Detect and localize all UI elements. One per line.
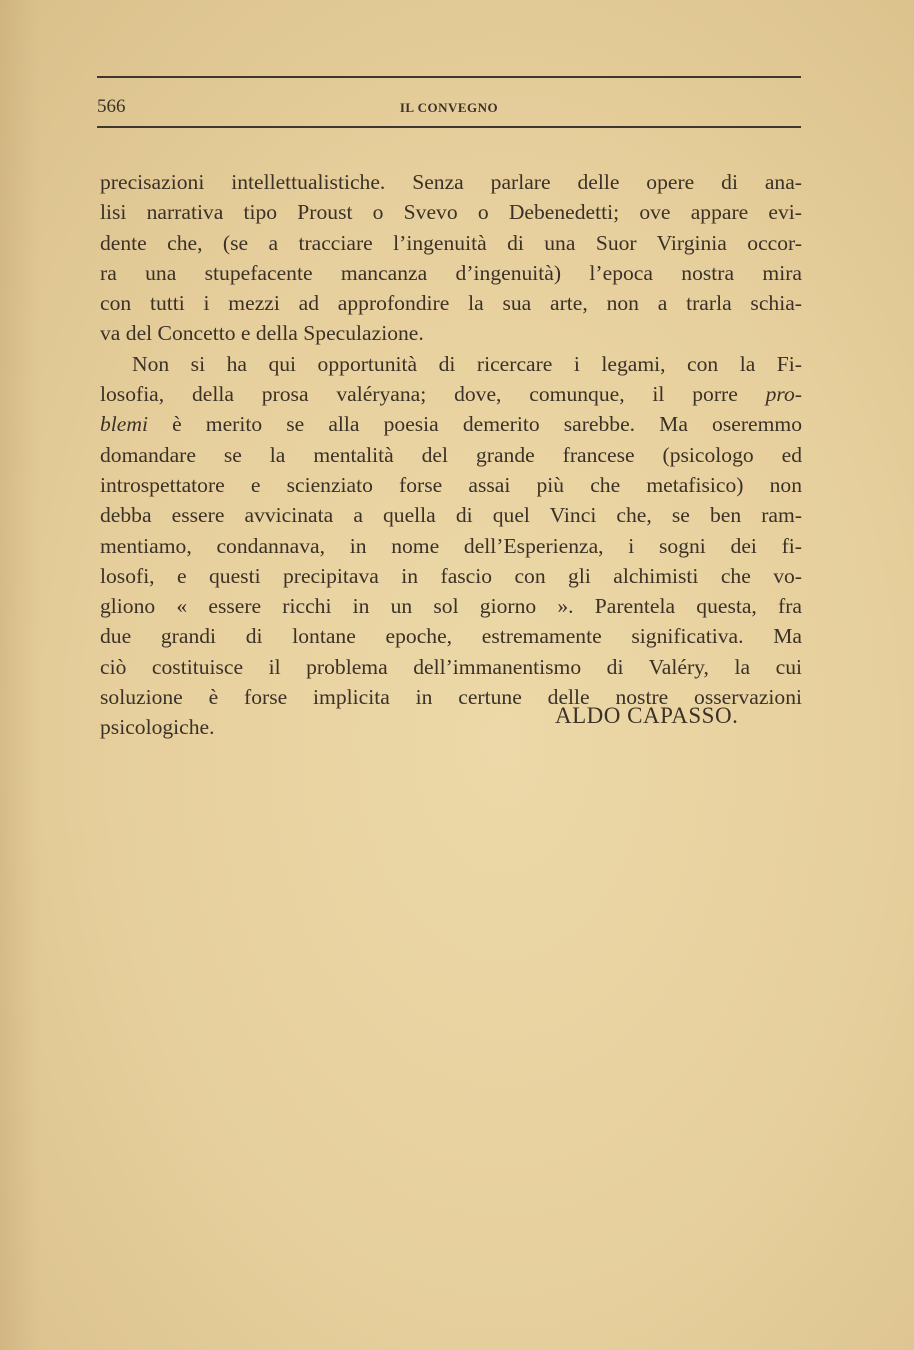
header-rule-bottom <box>97 126 801 128</box>
italic-word: blemi <box>100 412 148 437</box>
text-line: due grandi di lontane epoche, estremamente significativa. Ma <box>100 624 802 649</box>
text-line: introspettatore e scienziato forse assai più che metafisico) non <box>100 472 802 497</box>
page-edge-shadow <box>0 0 40 1350</box>
page-number: 566 <box>97 96 126 117</box>
article-body <box>100 167 802 743</box>
text-line <box>100 379 802 409</box>
text-line: precisazioni intellettualistiche. Senza parlare delle opere di ana- <box>100 170 802 194</box>
text-line: mentiamo, condannava, in nome dell’Esperienza, i sogni dei fi- <box>100 533 802 558</box>
text-line: dente che, (se a tracciare l’ingenuità di una Suor Virginia occor- <box>100 230 802 255</box>
header-rule-top <box>97 76 801 78</box>
running-title: IL CONVEGNO <box>399 100 499 115</box>
text-segment: losofia, della prosa valéryana; dove, comunque, il porre <box>100 382 766 407</box>
text-line: con tutti i mezzi ad approfondire la sua arte, non a trarla schia- <box>100 291 802 316</box>
text-line: lisi narrativa tipo Proust o Svevo o Debenedetti; ove appare evi- <box>100 200 802 225</box>
text-line: debba essere avvicinata a quella di quel Vinci che, se ben ram- <box>100 503 802 528</box>
text-line: va del Concetto e della Speculazione. <box>100 321 424 346</box>
text-line: losofi, e questi precipitava in fascio con gli alchimisti che vo- <box>100 563 802 588</box>
text-line: gliono « essere ricchi in un sol giorno ». Parentela questa, fra <box>100 594 802 619</box>
text-line: ra una stupefacente mancanza d’ingenuità) l’epoca nostra mira <box>100 260 802 285</box>
text-line: ciò costituisce il problema dell’immanentismo di Valéry, la cui <box>100 654 802 679</box>
text-line: domandare se la mentalità del grande francese (psicologo ed <box>100 442 802 467</box>
author-signature: ALDO CAPASSO. <box>555 703 739 728</box>
text-line: psicologiche. <box>100 715 215 740</box>
italic-word: pro- <box>765 382 802 407</box>
text-segment: è merito se alla poesia demerito sarebbe. Ma oseremmo <box>147 412 802 437</box>
text-line <box>100 409 802 439</box>
text-line: soluzione è forse implicita in certune delle nostre osservazioni <box>100 685 802 710</box>
text-line: Non si ha qui opportunità di ricercare i legami, con la Fi- <box>132 351 802 376</box>
